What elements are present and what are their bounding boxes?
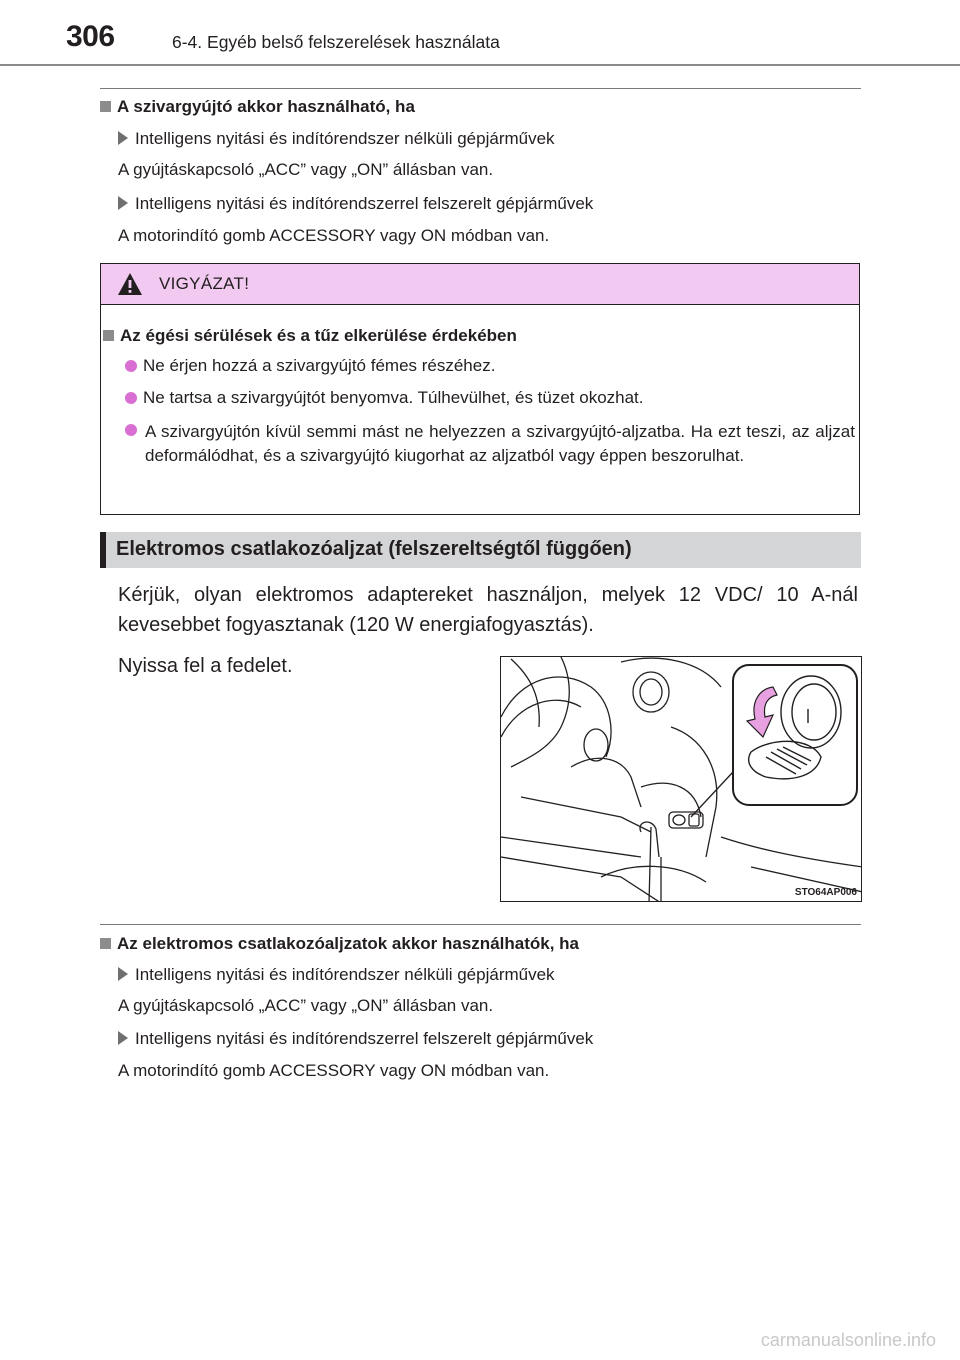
list-text: A motorindító gomb ACCESSORY vagy ON módban van. <box>118 226 550 245</box>
figure-code: STO64AP006 <box>794 887 857 898</box>
section-title: Elektromos csatlakozóaljzat (felszereltségtől függően) <box>116 538 632 560</box>
list-item: Intelligens nyitási és indítórendszerrel felszerelt gépjárművek <box>118 1029 593 1049</box>
triangle-bullet-icon <box>118 967 128 981</box>
caution-heading: Az égési sérülések és a tűz elkerülése érdekében <box>103 326 517 346</box>
circle-bullet-icon <box>125 424 137 436</box>
caution-box <box>100 263 860 515</box>
list-text: A motorindító gomb ACCESSORY vagy ON módban van. <box>118 1061 550 1080</box>
list-item: Intelligens nyitási és indítórendszer nélküli gépjárművek <box>118 965 555 985</box>
caution-title: VIGYÁZAT! <box>159 274 250 293</box>
step-text: Nyissa fel a fedelet. <box>118 655 293 677</box>
watermark: carmanualsonline.info <box>760 1330 936 1350</box>
warning-icon <box>117 272 143 296</box>
chapter-title: 6-4. Egyéb belső felszerelések használata <box>172 32 500 52</box>
square-bullet-icon <box>103 330 114 341</box>
square-bullet-icon <box>100 938 111 949</box>
header-divider <box>0 64 960 66</box>
list-item: Intelligens nyitási és indítórendszerrel felszerelt gépjárművek <box>118 194 593 214</box>
section-divider <box>100 88 861 89</box>
outlet-intro: Kérjük, olyan elektromos adaptereket használjon, melyek 12 VDC/ 10 A-nál kevesebbet fogyasztanak (120 W energiafogyasztás). <box>118 584 858 636</box>
triangle-bullet-icon <box>118 131 128 145</box>
square-bullet-icon <box>100 101 111 112</box>
dashboard-outlet-drawing <box>501 657 862 902</box>
list-text: A gyújtáskapcsoló „ACC” vagy „ON” állásban van. <box>118 996 494 1015</box>
section-marker <box>100 532 106 568</box>
outlet-illustration <box>500 656 862 902</box>
caution-bullet: Ne érjen hozzá a szivargyújtó fémes részéhez. <box>125 356 495 376</box>
section-title-bar <box>100 532 861 568</box>
circle-bullet-icon <box>125 392 137 404</box>
triangle-bullet-icon <box>118 1031 128 1045</box>
caution-header <box>101 264 859 305</box>
page-number: 306 <box>66 20 115 53</box>
caution-bullet: Ne tartsa a szivargyújtót benyomva. Túlhevülhet, és tüzet okozhat. <box>125 388 644 408</box>
list-text: A gyújtáskapcsoló „ACC” vagy „ON” állásban van. <box>118 160 494 179</box>
lighter-heading: A szivargyújtó akkor használható, ha <box>100 97 415 117</box>
list-item: Intelligens nyitási és indítórendszer nélküli gépjárművek <box>118 129 555 149</box>
section-divider <box>100 924 861 925</box>
caution-bullet: A szivargyújtón kívül semmi mást ne helyezzen a szivargyújtó-aljzatba. Ha ezt teszi, az aljzat deformálódhat, és a szivargyújtó kiugorhat az aljzatból vagy éppen beszorulhat. <box>125 420 855 468</box>
triangle-bullet-icon <box>118 196 128 210</box>
outlet-usage-heading: Az elektromos csatlakozóaljzatok akkor használhatók, ha <box>100 934 579 954</box>
circle-bullet-icon <box>125 360 137 372</box>
